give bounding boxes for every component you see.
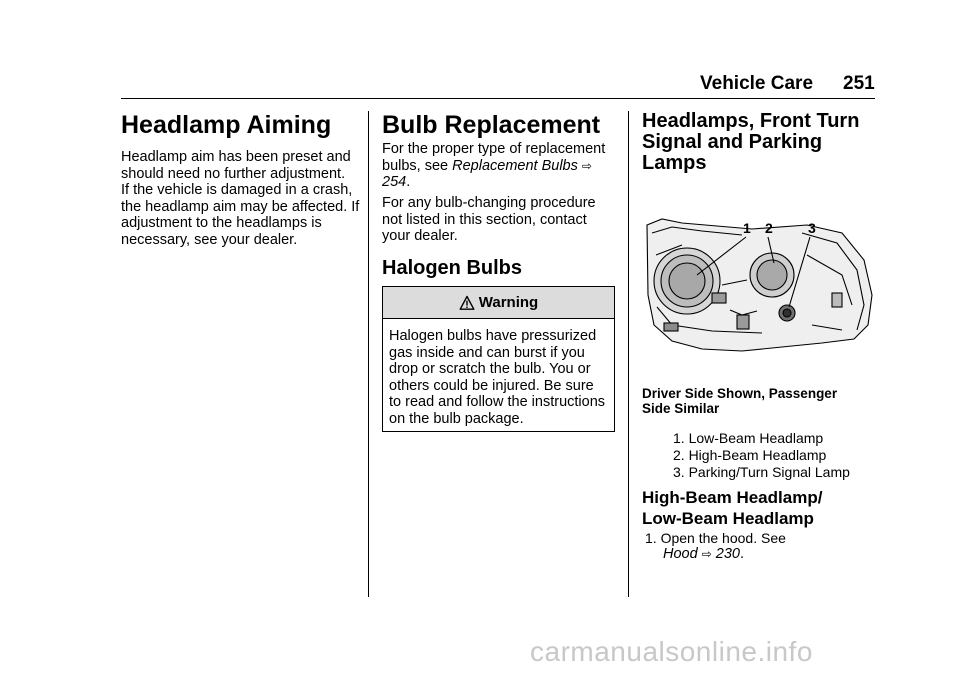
legend-item: 2. High-Beam Headlamp [673,447,827,463]
legend-item: 3. Parking/Turn Signal Lamp [673,464,850,480]
paragraph: For any bulb-changing procedure not listed in this section, contact your dealer. [382,195,596,244]
warning-box [382,286,615,432]
page-reference[interactable]: 230 [715,546,740,562]
warning-header [383,287,614,319]
section-title-headlamps: Headlamps, Front Turn Signal and Parking Lamps [642,110,860,174]
column-divider-1 [368,111,369,597]
paragraph: For the proper type of replacement bulbs, see Replacement Bulbs ⇨ 254. [382,141,606,190]
watermark: carmanualsonline.info [530,636,813,667]
warning-label: Warning [478,294,539,311]
cross-reference-link[interactable]: Replacement Bulbs [452,157,578,174]
warning-icon [459,295,475,311]
figure-caption: Driver Side Shown, Passenger Side Similar [642,386,838,416]
paragraph: Headlamp aim has been preset and should need no further adjustment. [121,149,351,182]
header-rule [121,98,875,99]
page-number: 251 [843,73,875,94]
headlamp-assembly-illustration [642,215,877,355]
running-header-section: Vehicle Care [700,73,814,94]
subsection-title-halogen-bulbs: Halogen Bulbs [382,257,523,279]
subsection-title-high-low-beam: High-Beam Headlamp/ Low-Beam Headlamp [642,488,823,528]
section-title-bulb-replacement: Bulb Replacement [382,111,601,139]
cross-reference-link[interactable]: Hood [663,546,698,562]
section-title-headlamp-aiming: Headlamp Aiming [121,111,332,139]
warning-text: Halogen bulbs have pressurized gas inside and can burst if you drop or scratch the bulb. You or others could be injured. Be sure to read and follow the instructions on the bulb package. [389,328,606,427]
callout-2: 2 [765,220,773,236]
legend-item: 1. Low-Beam Headlamp [673,430,824,446]
page-arrow-icon: ⇨ [581,158,592,173]
column-divider-2 [628,111,629,597]
page-reference[interactable]: 254 [382,174,407,190]
callout-1: 1 [743,220,751,236]
callout-3: 3 [808,220,816,236]
step-1-reference: Hood ⇨ 230. [663,546,745,562]
page-arrow-icon: ⇨ [701,547,712,561]
paragraph: If the vehicle is damaged in a crash, the headlamp aim may be affected. If adjustment to the headlamps is necessary, see your dealer. [121,182,360,248]
step-1: 1. Open the hood. See [645,530,786,546]
